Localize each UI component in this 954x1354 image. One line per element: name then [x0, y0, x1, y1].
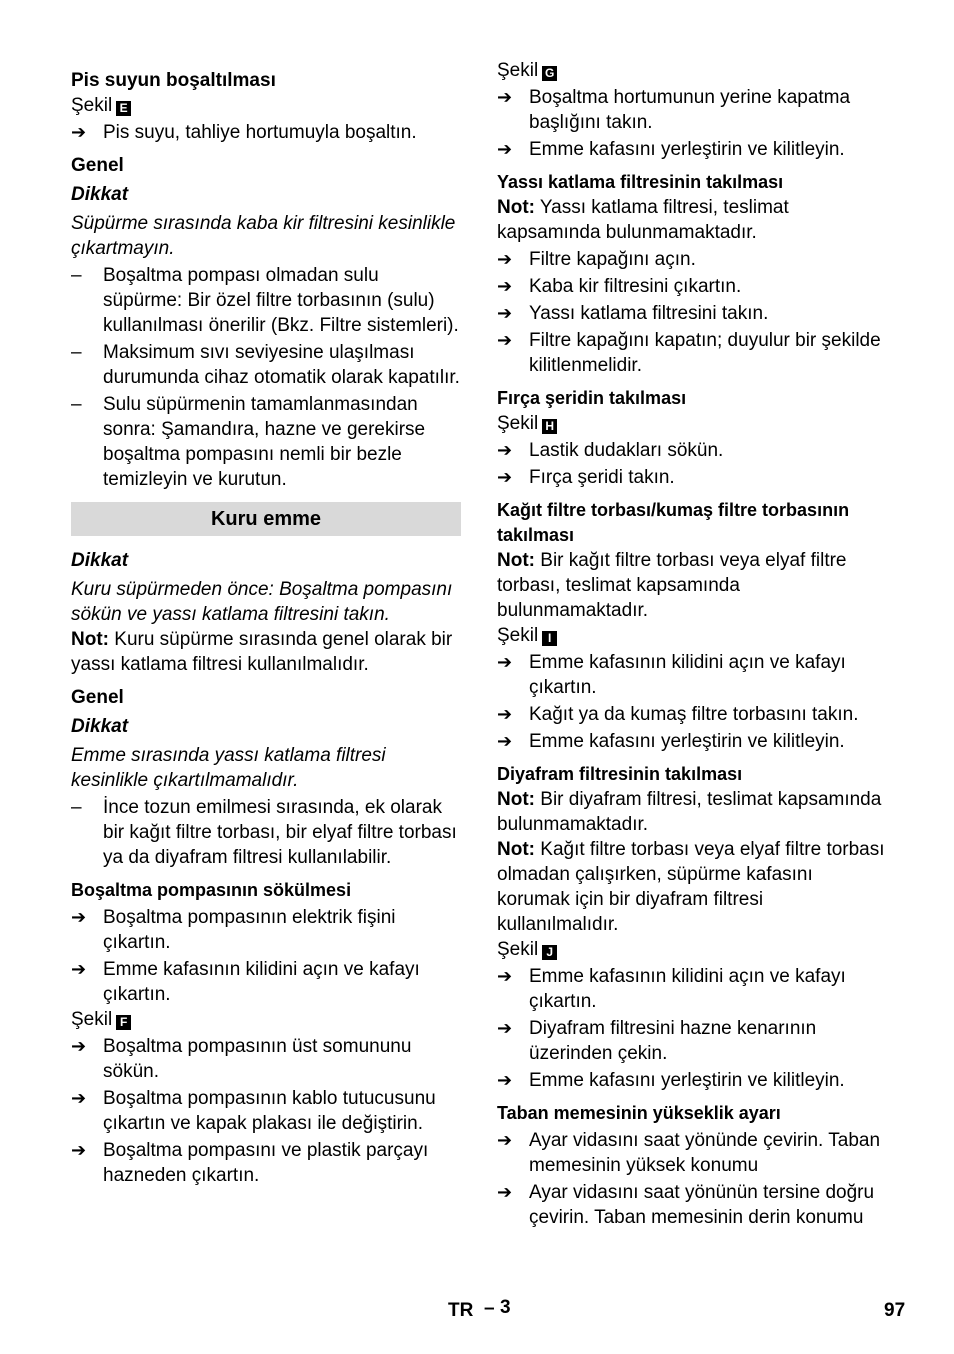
- arrow-icon: ➔: [497, 249, 513, 269]
- step-text: Emme kafasının kilidini açın ve kafayı çıkartın.: [529, 966, 846, 1012]
- instruction-step: [497, 137, 887, 162]
- note-text: Kağıt filtre torbası veya elyaf filtre torbası olmadan çalışırken, süpürme kafasını korumak için bir diyafram filtresi kullanılmalıdır.: [497, 839, 885, 935]
- right-column: [497, 58, 887, 1230]
- footer-language: TR: [448, 1300, 474, 1321]
- instruction-step: [497, 328, 887, 378]
- step-text: Emme kafasını yerleştirin ve kilitleyin.: [529, 1070, 845, 1091]
- arrow-icon: ➔: [71, 122, 87, 142]
- figure-letter-icon: E: [116, 101, 131, 116]
- note: [71, 627, 461, 677]
- step-text: Boşaltma hortumunun yerine kapatma başlığını takın.: [529, 87, 851, 133]
- note-label: Not:: [497, 197, 535, 218]
- figure-letter-icon: F: [116, 1015, 131, 1030]
- step-text: Maksimum sıvı seviyesine ulaşılması durumunda cihaz otomatik olarak kapatılır.: [103, 342, 460, 388]
- instruction-step: [71, 957, 461, 1007]
- note-label: Not:: [497, 550, 535, 571]
- section-title-general: Genel: [71, 687, 124, 708]
- step-text: Boşaltma pompasını ve plastik parçayı hazneden çıkartın.: [103, 1140, 429, 1186]
- instruction-step: [497, 1068, 887, 1093]
- step-list: [71, 1034, 461, 1188]
- step-text: Diyafram filtresini hazne kenarının üzerinden çekin.: [529, 1018, 817, 1064]
- arrow-icon: ➔: [497, 731, 513, 751]
- instruction-step: [497, 650, 887, 700]
- note-label: Not:: [71, 629, 109, 650]
- note-label: Not:: [497, 789, 535, 810]
- step-text: Boşaltma pompasının kablo tutucusunu çıkartın ve kapak plakası ile değiştirin.: [103, 1088, 436, 1134]
- arrow-icon: ➔: [497, 467, 513, 487]
- caution-label: Dikkat: [71, 716, 129, 737]
- note-text: Bir kağıt filtre torbası veya elyaf filtre torbası, teslimat kapsamında bulunmamaktadır.: [497, 550, 847, 621]
- dash-icon: –: [71, 342, 82, 363]
- step-text: Kaba kir filtresini çıkartın.: [529, 276, 742, 297]
- arrow-icon: ➔: [71, 1036, 87, 1056]
- note-label: Not:: [497, 839, 535, 860]
- figure-label: Şekil: [71, 1009, 113, 1030]
- figure-label: Şekil: [497, 939, 539, 960]
- dash-list: [71, 795, 461, 870]
- step-text: Lastik dudakları sökün.: [529, 440, 724, 461]
- dash-icon: –: [71, 394, 82, 415]
- instruction-step: [71, 1034, 461, 1084]
- instruction-step: [497, 85, 887, 135]
- step-list: [497, 964, 887, 1093]
- step-text: Sulu süpürmenin tamamlanmasından sonra: Şamandıra, hazne ve gerekirse boşaltma pompasını nemli bir bezle temizleyin ve kurutun.: [103, 394, 426, 490]
- arrow-icon: ➔: [497, 966, 513, 986]
- figure-ref: [71, 93, 461, 118]
- dash-icon: –: [71, 797, 82, 818]
- figure-label: Şekil: [497, 413, 539, 434]
- figure-label: Şekil: [497, 625, 539, 646]
- step-text: Boşaltma pompası olmadan sulu süpürme: Bir özel filtre torbasının (sulu) kullanılması önerilir (Bkz. Filtre sistemleri).: [103, 265, 459, 336]
- arrow-icon: ➔: [497, 652, 513, 672]
- instruction-step: [71, 120, 461, 145]
- step-text: Pis suyu, tahliye hortumuyla boşaltın.: [103, 122, 417, 143]
- arrow-icon: ➔: [497, 303, 513, 323]
- step-list: [71, 905, 461, 1007]
- step-text: Filtre kapağını kapatın; duyulur bir şekilde kilitlenmelidir.: [529, 330, 881, 376]
- figure-ref: [71, 1007, 461, 1032]
- dash-icon: –: [71, 265, 82, 286]
- dash-list-item: [71, 340, 461, 390]
- arrow-icon: ➔: [71, 959, 87, 979]
- section-title-dirty-water: Pis suyun boşaltılması: [71, 70, 276, 91]
- caution-text: Emme sırasında yassı katlama filtresi kesinlikle çıkartılmamalıdır.: [71, 745, 386, 791]
- arrow-icon: ➔: [497, 1018, 513, 1038]
- instruction-step: [497, 465, 887, 490]
- section-title-floor-nozzle: Taban memesinin yükseklik ayarı: [497, 1103, 781, 1123]
- instruction-step: [497, 438, 887, 463]
- figure-ref: [497, 411, 887, 436]
- arrow-icon: ➔: [497, 330, 513, 350]
- section-title-brush-strip: Fırça şeridin takılması: [497, 388, 687, 408]
- step-list: [497, 438, 887, 490]
- dash-list-item: [71, 392, 461, 492]
- instruction-step: [497, 1128, 887, 1178]
- step-text: Boşaltma pompasının elektrik fişini çıkartın.: [103, 907, 396, 953]
- instruction-step: [497, 1180, 887, 1230]
- note: [497, 837, 887, 937]
- arrow-icon: ➔: [497, 1130, 513, 1150]
- instruction-step: [497, 247, 887, 272]
- dash-list-item: [71, 795, 461, 870]
- figure-letter-icon: J: [542, 945, 557, 960]
- figure-letter-icon: H: [542, 419, 557, 434]
- figure-label: Şekil: [497, 60, 539, 81]
- arrow-icon: ➔: [497, 440, 513, 460]
- arrow-icon: ➔: [71, 907, 87, 927]
- step-text: Emme kafasını yerleştirin ve kilitleyin.: [529, 139, 845, 160]
- note-text: Yassı katlama filtresi, teslimat kapsamında bulunmamaktadır.: [497, 197, 789, 243]
- page-footer: [0, 1296, 954, 1326]
- figure-ref: [497, 937, 887, 962]
- page-number: 97: [884, 1300, 906, 1321]
- instruction-step: [497, 702, 887, 727]
- section-title-pump-removal: Boşaltma pompasının sökülmesi: [71, 880, 352, 900]
- arrow-icon: ➔: [497, 87, 513, 107]
- figure-letter-icon: G: [542, 66, 557, 81]
- note-text: Bir diyafram filtresi, teslimat kapsamında bulunmamaktadır.: [497, 789, 882, 835]
- note: [497, 548, 887, 623]
- figure-letter-icon: I: [542, 631, 557, 646]
- dash-list: [71, 263, 461, 492]
- section-title-filter-bag: Kağıt filtre torbası/kumaş filtre torbasının takılması: [497, 500, 850, 545]
- note: [497, 195, 887, 245]
- arrow-icon: ➔: [497, 276, 513, 296]
- step-text: Emme kafasının kilidini açın ve kafayı çıkartın.: [103, 959, 420, 1005]
- section-title-general: Genel: [71, 155, 124, 176]
- footer-dash: –: [484, 1298, 495, 1319]
- footer-section-number: 3: [500, 1297, 511, 1318]
- step-text: Fırça şeridi takın.: [529, 467, 675, 488]
- instruction-step: [71, 905, 461, 955]
- dash-list-item: [71, 263, 461, 338]
- arrow-icon: ➔: [497, 139, 513, 159]
- arrow-icon: ➔: [497, 704, 513, 724]
- step-text: Filtre kapağını açın.: [529, 249, 696, 270]
- caution-label: Dikkat: [71, 184, 129, 205]
- arrow-icon: ➔: [497, 1182, 513, 1202]
- section-band-dry-vacuum: Kuru emme: [71, 502, 461, 536]
- step-text: Emme kafasını yerleştirin ve kilitleyin.: [529, 731, 845, 752]
- caution-text: Kuru süpürmeden önce: Boşaltma pompasını sökün ve yassı katlama filtresini takın.: [71, 579, 453, 625]
- note: [497, 787, 887, 837]
- step-list: [497, 1128, 887, 1230]
- instruction-step: [497, 301, 887, 326]
- step-text: Kağıt ya da kumaş filtre torbasını takın.: [529, 704, 859, 725]
- step-text: Boşaltma pompasının üst somununu sökün.: [103, 1036, 412, 1082]
- step-list: [497, 650, 887, 754]
- instruction-step: [497, 1016, 887, 1066]
- arrow-icon: ➔: [497, 1070, 513, 1090]
- arrow-icon: ➔: [71, 1088, 87, 1108]
- instruction-step: [497, 964, 887, 1014]
- left-column: [71, 60, 461, 1188]
- arrow-icon: ➔: [71, 1140, 87, 1160]
- figure-ref: [497, 58, 887, 83]
- step-text: Ayar vidasını saat yönünün tersine doğru çevirin. Taban memesinin derin konumu: [529, 1182, 875, 1228]
- note-text: Kuru süpürme sırasında genel olarak bir yassı katlama filtresi kullanılmalıdır.: [71, 629, 453, 675]
- instruction-step: [71, 1138, 461, 1188]
- step-text: Yassı katlama filtresini takın.: [529, 303, 769, 324]
- step-list: [497, 247, 887, 378]
- figure-ref: [497, 623, 887, 648]
- instruction-step: [71, 1086, 461, 1136]
- caution-label: Dikkat: [71, 550, 129, 571]
- instruction-step: [497, 274, 887, 299]
- step-list: [497, 85, 887, 162]
- instruction-step: [497, 729, 887, 754]
- figure-label: Şekil: [71, 95, 113, 116]
- section-title-flat-filter: Yassı katlama filtresinin takılması: [497, 172, 784, 192]
- section-title-membrane-filter: Diyafram filtresinin takılması: [497, 764, 743, 784]
- step-text: Ayar vidasını saat yönünde çevirin. Taban memesinin yüksek konumu: [529, 1130, 881, 1176]
- caution-text: Süpürme sırasında kaba kir filtresini kesinlikle çıkartmayın.: [71, 213, 456, 259]
- step-text: Emme kafasının kilidini açın ve kafayı çıkartın.: [529, 652, 846, 698]
- step-text: İnce tozun emilmesi sırasında, ek olarak bir kağıt filtre torbası, bir elyaf filtre torbası ya da diyafram filtresi kullanılabilir.: [103, 797, 457, 868]
